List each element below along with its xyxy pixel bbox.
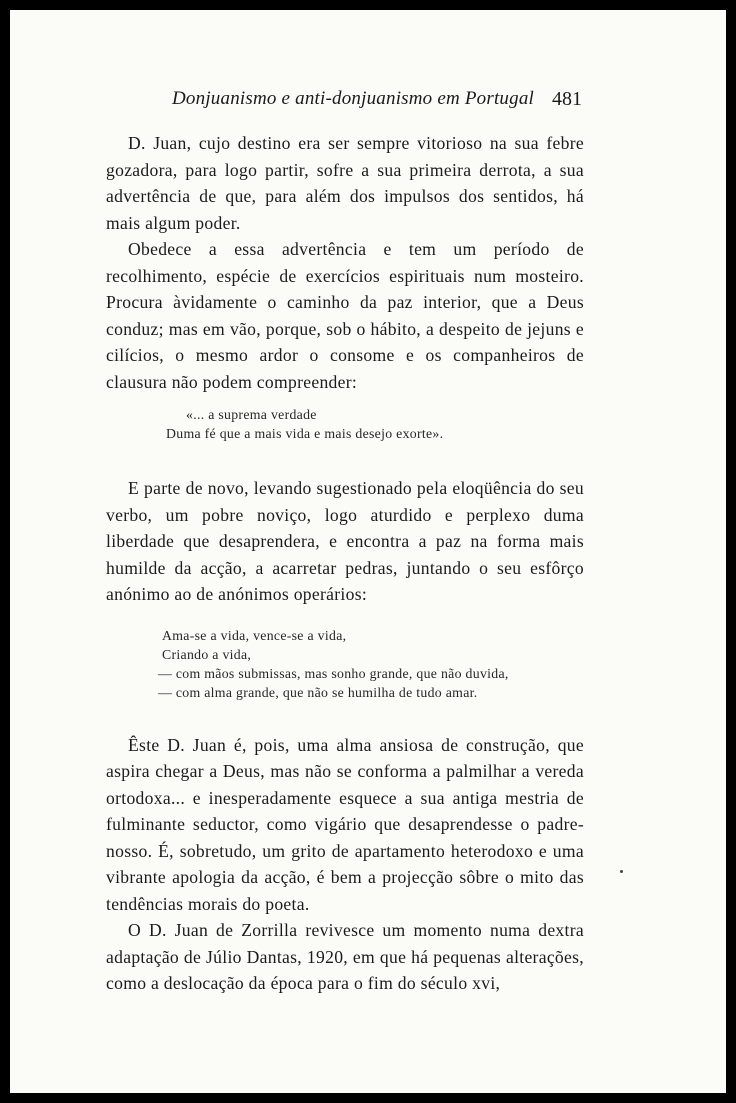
paragraph-2: Obedece a essa advertência e tem um período de recolhimento, espécie de exercícios espirituais num mosteiro. Procura àvidamente o caminho da paz interior, que a Deus conduz; mas em vão, porque, sob o hábito, a despeito de jejuns e cilícios, o mesmo ardor o consome e os companheiros de clausura não podem compreender: (106, 239, 584, 392)
verse-line: Duma fé que a mais vida e mais desejo exorte». (166, 426, 444, 441)
page-number: 481 (552, 88, 582, 110)
verse-line: Criando a vida, (162, 646, 252, 662)
paragraph-3: E parte de novo, levando sugestionado pela eloqüência do seu verbo, um pobre noviço, logo aturdido e perplexo duma liberdade que desaprendera, e encontra a paz na forma mais humilde da acção, a acarretar pedras, juntando o seu esfôrço anónimo ao de anónimos operários: (106, 478, 584, 604)
verse-line: — com alma grande, que não se humilha de tudo amar. (158, 684, 478, 700)
paragraph-4: Êste D. Juan é, pois, uma alma ansiosa de construção, que aspira chegar a Deus, mas não se conforma a palmilhar a vereda ortodoxa... e inesperadamente esquece a sua antiga mestria de fulminante seductor, como vigário que desaprendesse o padre-nosso. É, sobretudo, um grito de apartamento heterodoxo e uma vibrante apologia da acção, é bem a projecção sôbre o mito das tendências morais do poeta. (106, 734, 584, 914)
verse-line: «... a suprema verdade (186, 407, 317, 422)
paragraph-1: D. Juan, cujo destino era ser sempre vitorioso na sua febre gozadora, para logo partir, sofre a sua primeira derrota, a sua advertência de que, para além dos impulsos dos sentidos, há mais algum poder. (106, 133, 584, 233)
verse-quote-2 (146, 626, 584, 702)
verse-quote-1 (166, 405, 584, 443)
verse-line: — com mãos submissas, mas sonho grande, que não duvida, (158, 665, 509, 681)
verse-line: Ama-se a vida, vence-se a vida, (162, 627, 347, 643)
body-text (106, 130, 584, 997)
book-page (10, 10, 726, 1093)
paragraph-5: O D. Juan de Zorrilla revivesce um momento numa dextra adaptação de Júlio Dantas, 1920, em que há pequenas alterações, como a deslocação da época para o fim do século xvi, (106, 920, 584, 993)
running-title: Donjuanismo e anti-donjuanismo em Portugal (172, 88, 534, 109)
ink-speck (620, 870, 623, 873)
